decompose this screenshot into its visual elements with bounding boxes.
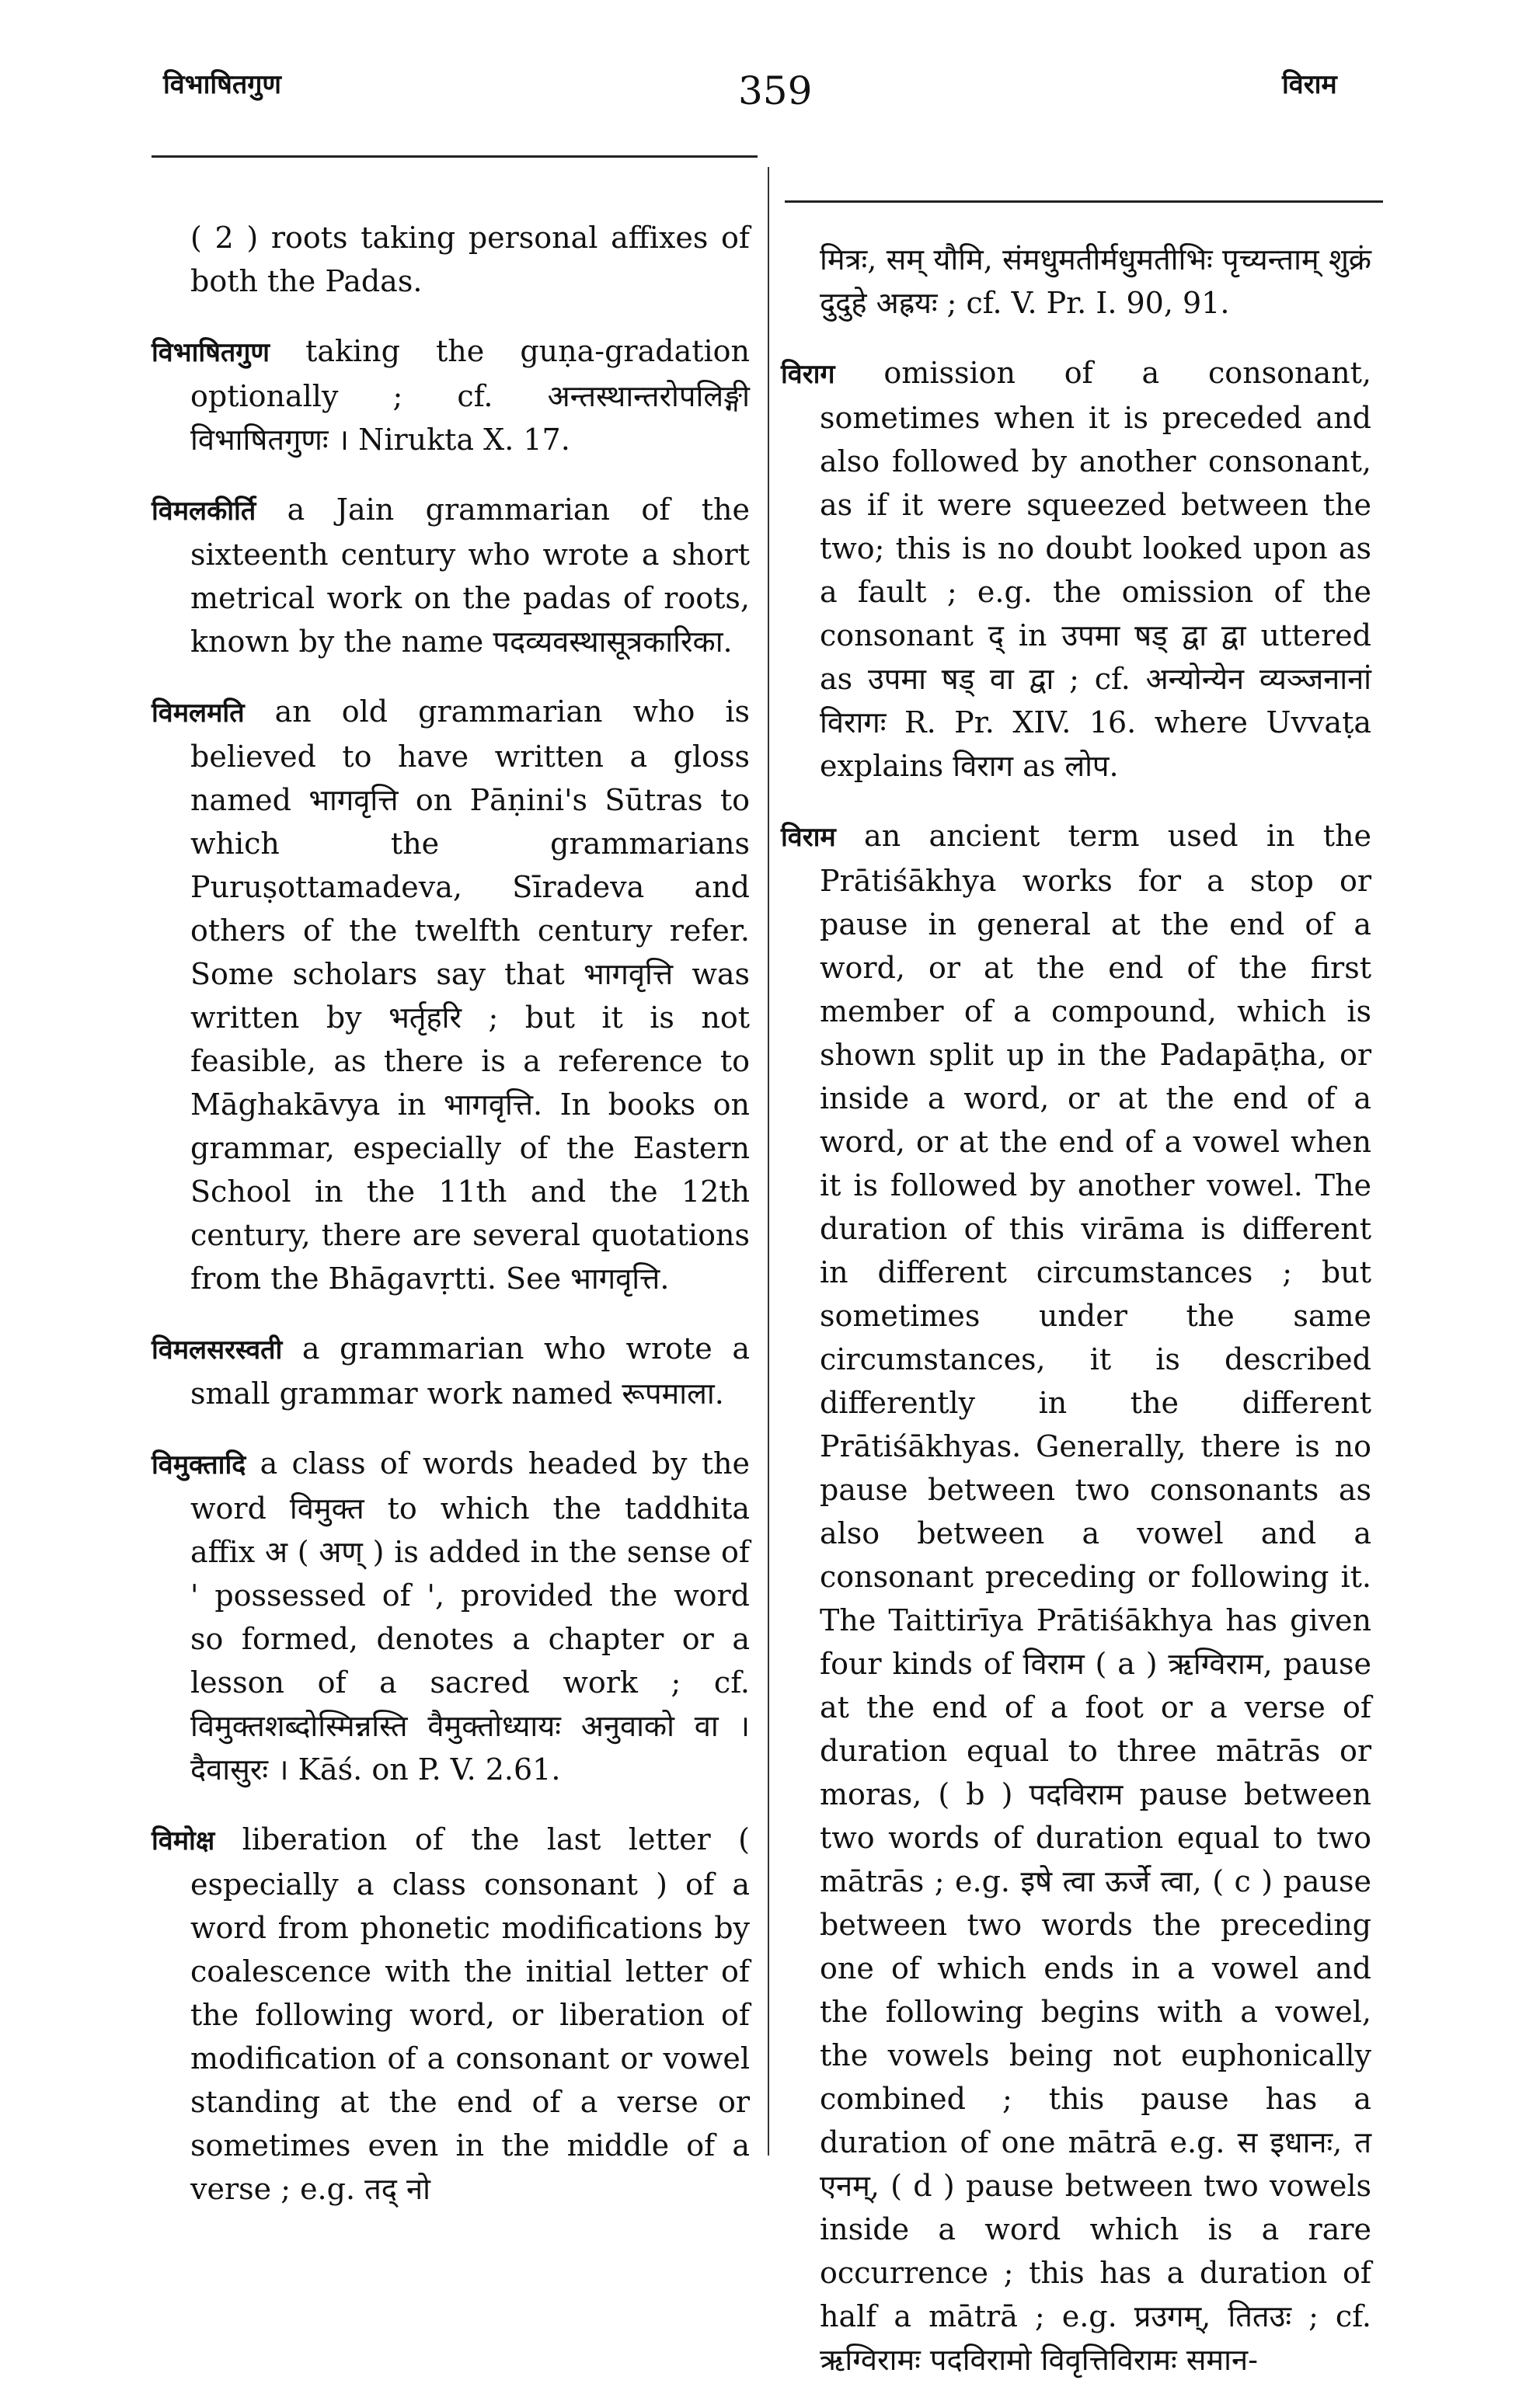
entry-headword: विराम <box>781 822 836 853</box>
entry-definition: a Jain grammarian of the sixteenth century who wrote a short metrical work on the padas of roots, known by the name पदव्यवस्थासूत्रकारिका. <box>190 492 750 659</box>
entry-headword: विमलमति <box>152 698 245 729</box>
entry-definition: a class of words headed by the word विमुक्त to which the taddhita affix अ ( अण् ) is added in the sense of ' possessed of ', provided the word so formed, denotes a chapter or a lesson of a sacred work ; cf. विमुक्तशब्दोस्मिन्नस्ति वैमुक्तोध्यायः अनुवाको वा । दैवासुरः । Kāś. on P. V. 2.61. <box>190 1446 750 1787</box>
running-head-right: विराम <box>1282 69 1337 100</box>
dictionary-entry <box>152 690 750 1300</box>
entry-definition: a grammarian who wrote a small grammar work named रूपमाला. <box>190 1331 750 1411</box>
entry-headword: विमलकीर्ति <box>152 496 256 527</box>
page-number: 359 <box>738 68 813 113</box>
entry-definition: taking the guṇa-gradation optionally ; cf. अन्तस्थान्तरोपलिङ्गी विभाषितगुणः । Nirukta X. 17. <box>190 334 750 457</box>
entry-headword: विमलसरस्वती <box>152 1334 283 1366</box>
continuation-text: ( 2 ) roots taking personal affixes of both the Padas. <box>190 221 750 298</box>
dictionary-entry <box>781 814 1371 2382</box>
entry-definition: an ancient term used in the Prātiśākhya works for a stop or pause in general at the end of a word, or at the end of the first member of a compound, which is shown split up in the Padapāṭha, or inside a word, or at the end of a word, or at the end of a vowel when it is followed by another vowel. The duration of this virāma is different in different circumstances ; but sometimes under the same circumstances, it is described differently in the different Prātiśākhyas. Generally, there is no pause between two consonants as also between a vowel and a consonant preceding or following it. The Taittirīya Prātiśākhya has given four kinds of विराम ( a ) ऋग्विराम, pause at the end of a foot or a verse of duration equal to three mātrās or moras, ( b ) पदविराम pause between two words of duration equal to two mātrās ; e.g. इषे त्वा ऊर्जे त्वा, ( c ) pause between two words the preceding one of which ends in a vowel and the following begins with a vowel, the vowels being not euphonically combined ; this pause has a duration of one mātrā e.g. स इधानः, त एनम्, ( d ) pause between two vowels inside a word which is a rare occurrence ; this has a duration of half a mātrā ; e.g. प्रउगम्, तितउः ; cf. ऋग्विरामः पदविरामो विवृत्तिविरामः समान- <box>820 819 1371 2377</box>
header-rule-right <box>785 200 1383 203</box>
right-column <box>781 208 1371 2408</box>
dictionary-entry <box>152 329 750 461</box>
dictionary-entry <box>152 1818 750 2211</box>
entry-headword: विमोक्ष <box>152 1825 215 1856</box>
entry-definition: liberation of the last letter ( especially a class consonant ) of a word from phonetic modifications by coalescence with the initial letter of the following word, or liberation of modification of a consonant or vowel standing at the end of a verse or sometimes even in the middle of a verse ; e.g. तद् नो <box>190 1822 750 2206</box>
dictionary-entry <box>781 351 1371 788</box>
running-head-left: विभाषितगुण <box>163 69 281 100</box>
entry-definition: omission of a consonant, sometimes when it is preceded and also followed by another consonant, as if it were squeezed between the two; this is no doubt looked upon as a fault ; e.g. the omission of the consonant द् in उपमा षड्‌ द्वा द्वा uttered as उपमा षड् वा द्वा ; cf. अन्योन्येन व्यञ्जनानां विरागः R. Pr. XIV. 16. where Uvvaṭa explains विराग as लोप. <box>820 356 1371 783</box>
entry-headword: विराग <box>781 359 835 390</box>
header-rule-left <box>152 155 758 158</box>
dictionary-entry <box>152 1442 750 1791</box>
entry-definition: an old grammarian who is believed to have written a gloss named भागवृत्ति on Pāṇini's Sūtras to which the grammarians Puruṣottamadeva, Sīradeva and others of the twelfth century refer. Some scholars say that भागवृत्ति was written by भर्तृहरि ; but it is not feasible, as there is a reference to Māghakāvya in भागवृत्ति. In books on grammar, especially of the Eastern School in the 11th and the 12th century, there are several quotations from the Bhāgavṛtti. See भागवृत्ति. <box>190 694 750 1296</box>
dictionary-entry <box>152 1327 750 1415</box>
entry-headword: विभाषितगुण <box>152 337 270 368</box>
left-column <box>152 186 750 2237</box>
continuation-text: मित्रः, सम् यौमि, संमधुमतीर्मधुमतीभिः पृच्यन्ताम् शुक्रं दुदुहे अह्रयः ; cf. V. Pr. I. 90, 91. <box>820 242 1371 320</box>
entry-headword: विमुक्तादि <box>152 1449 246 1481</box>
column-divider <box>768 167 769 2156</box>
dictionary-entry <box>152 488 750 663</box>
